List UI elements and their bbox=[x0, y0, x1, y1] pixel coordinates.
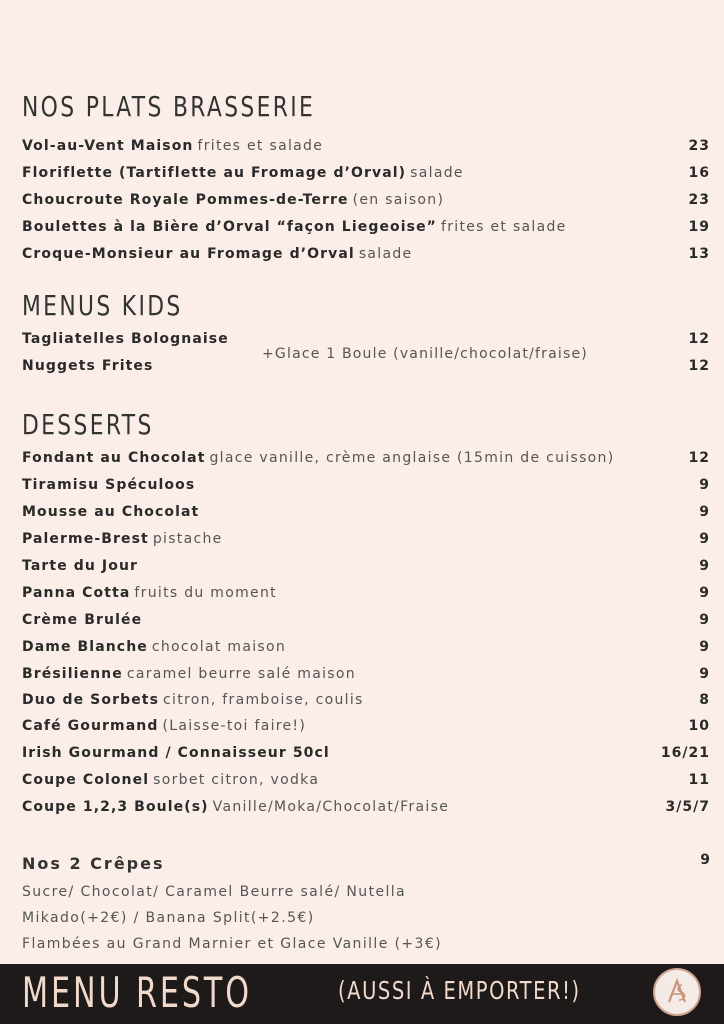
item-price: 9 bbox=[699, 666, 710, 682]
menu-item bbox=[22, 666, 710, 686]
item-price: 3/5/7 bbox=[665, 799, 710, 815]
footer-banner bbox=[0, 964, 724, 1024]
item-price: 19 bbox=[688, 219, 710, 235]
menu-item bbox=[22, 558, 710, 578]
item-price: 23 bbox=[688, 138, 710, 154]
menu-item bbox=[22, 799, 710, 819]
menu-item bbox=[22, 772, 710, 792]
item-name: Dame Blanche bbox=[22, 639, 148, 655]
item-price: 9 bbox=[699, 531, 710, 547]
item-name: Palerme-Brest bbox=[22, 531, 149, 547]
item-desc: salade bbox=[410, 165, 464, 181]
menu-item bbox=[22, 612, 710, 632]
item-desc: Vanille/Moka/Chocolat/Fraise bbox=[212, 799, 450, 815]
item-desc: glace vanille, crème anglaise (15min de cuisson) bbox=[209, 450, 615, 466]
item-desc: frites et salade bbox=[440, 219, 567, 235]
item-desc: (Laisse-toi faire!) bbox=[162, 718, 307, 734]
item-price: 12 bbox=[688, 358, 710, 374]
menu-item bbox=[22, 745, 710, 765]
footer-subtitle: (AUSSI À EMPORTER!) bbox=[338, 976, 581, 1005]
menu-item bbox=[22, 246, 710, 266]
item-desc: chocolat maison bbox=[151, 639, 287, 655]
item-name: Floriflette (Tartiflette au Fromage d’Orval) bbox=[22, 165, 407, 181]
item-price: 9 bbox=[699, 639, 710, 655]
item-desc: frites et salade bbox=[197, 138, 324, 154]
item-name: Choucroute Royale Pommes-de-Terre bbox=[22, 192, 349, 208]
menu-item bbox=[22, 219, 710, 239]
item-desc: salade bbox=[358, 246, 413, 262]
item-name: Tiramisu Spéculoos bbox=[22, 477, 196, 493]
item-price: 23 bbox=[688, 192, 710, 208]
item-name: Vol-au-Vent Maison bbox=[22, 138, 194, 154]
monogram-logo-icon bbox=[653, 968, 701, 1016]
item-name: Nuggets Frites bbox=[22, 358, 154, 374]
menu-item bbox=[22, 531, 710, 551]
crepes-price: 9 bbox=[700, 852, 710, 868]
menu-item bbox=[22, 192, 710, 212]
item-price: 16 bbox=[688, 165, 710, 181]
crepes-line: Sucre/ Chocolat/ Caramel Beurre salé/ Nutella bbox=[22, 884, 407, 900]
monogram-logo-svg bbox=[655, 970, 699, 1014]
item-name: Irish Gourmand / Connaisseur 50cl bbox=[22, 745, 330, 761]
item-price: 13 bbox=[688, 246, 710, 262]
item-price: 11 bbox=[688, 772, 710, 788]
item-desc: pistache bbox=[152, 531, 223, 547]
item-name: Panna Cotta bbox=[22, 585, 131, 601]
item-name: Coupe Colonel bbox=[22, 772, 150, 788]
section-title-plats: NOS PLATS BRASSERIE bbox=[22, 90, 316, 123]
item-desc: caramel beurre salé maison bbox=[126, 666, 356, 682]
menu-item bbox=[22, 692, 710, 712]
item-price: 9 bbox=[699, 612, 710, 628]
menu-item bbox=[22, 138, 710, 158]
item-name: Tagliatelles Bolognaise bbox=[22, 331, 229, 347]
item-name: Croque-Monsieur au Fromage d’Orval bbox=[22, 246, 355, 262]
item-price: 12 bbox=[688, 331, 710, 347]
item-price: 8 bbox=[699, 692, 710, 708]
item-desc: fruits du moment bbox=[134, 585, 277, 601]
section-title-kids: MENUS KIDS bbox=[22, 289, 183, 322]
footer-title: MENU RESTO bbox=[22, 968, 252, 1017]
item-name: Café Gourmand bbox=[22, 718, 159, 734]
item-desc: (en saison) bbox=[352, 192, 445, 208]
item-price: 9 bbox=[699, 585, 710, 601]
item-desc: sorbet citron, vodka bbox=[153, 772, 320, 788]
item-name: Brésilienne bbox=[22, 666, 123, 682]
item-desc: citron, framboise, coulis bbox=[163, 692, 364, 708]
item-price: 12 bbox=[688, 450, 710, 466]
crepes-line: Mikado(+2€) / Banana Split(+2.5€) bbox=[22, 910, 315, 926]
section-title-desserts: DESSERTS bbox=[22, 408, 154, 441]
item-price: 16/21 bbox=[660, 745, 710, 761]
item-name: Boulettes à la Bière d’Orval “façon Liegeoise” bbox=[22, 219, 437, 235]
crepes-title: Nos 2 Crêpes bbox=[22, 854, 165, 873]
item-name: Coupe 1,2,3 Boule(s) bbox=[22, 799, 209, 815]
crepes-line: Flambées au Grand Marnier et Glace Vanille (+3€) bbox=[22, 936, 443, 952]
item-name: Fondant au Chocolat bbox=[22, 450, 206, 466]
menu-item bbox=[22, 165, 710, 185]
menu-item bbox=[22, 477, 710, 497]
item-name: Tarte du Jour bbox=[22, 558, 139, 574]
item-price: 9 bbox=[699, 477, 710, 493]
item-name: Crème Brulée bbox=[22, 612, 143, 628]
monogram-s-stroke bbox=[678, 985, 684, 1000]
menu-item bbox=[22, 450, 710, 470]
item-name: Duo de Sorbets bbox=[22, 692, 160, 708]
item-price: 9 bbox=[699, 558, 710, 574]
menu-item bbox=[22, 639, 710, 659]
item-price: 10 bbox=[688, 718, 710, 734]
menu-item bbox=[22, 718, 710, 738]
item-price: 9 bbox=[699, 504, 710, 520]
menu-item bbox=[22, 585, 710, 605]
menu-item bbox=[22, 504, 710, 524]
kids-note: +Glace 1 Boule (vanille/chocolat/fraise) bbox=[262, 346, 588, 362]
item-name: Mousse au Chocolat bbox=[22, 504, 200, 520]
